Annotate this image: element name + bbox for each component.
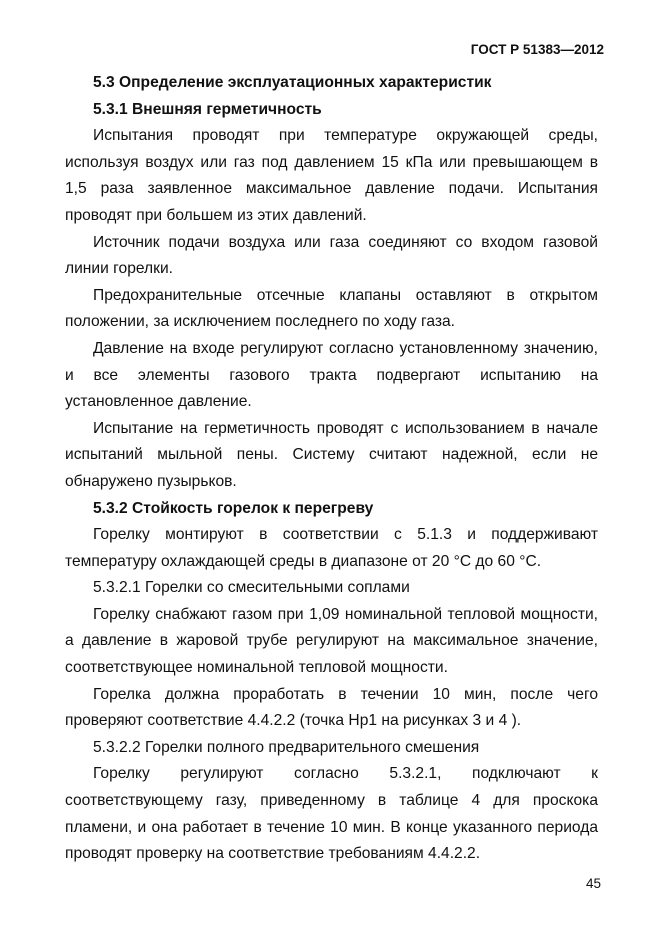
clause-title: 5.3.2.1 Горелки со смесительными соплами — [93, 579, 410, 597]
paragraph: Испытание на герметичность проводят с использованием в начале испытаний мыльной пены. Систему считают надежной, если не обнаружено пузырьков. — [65, 419, 598, 490]
clause-title: 5.3.2.2 Горелки полного предварительного смешения — [93, 738, 480, 756]
paragraph: Предохранительные отсечные клапаны оставляют в открытом положении, за исключением последнего по ходу газа. — [65, 286, 598, 331]
paragraph: Горелку снабжают газом при 1,09 номинальной тепловой мощности, а давление в жаровой трубе регулируют на максимальное значение, соответствующее номинальной тепловой мощности. — [65, 605, 598, 677]
document-header: ГОСТ Р 51383—2012 — [470, 42, 604, 57]
paragraph: Испытания проводят при температуре окружающей среды, используя воздух или газ под давлением 15 кПа или превышающем в 1,5 раза заявленное максимальное давление подачи. Испытания проводят при большем из этих давлений. — [65, 127, 598, 224]
section-heading: 5.3 Определение эксплуатационных характеристик — [93, 74, 492, 91]
page-number: 45 — [585, 876, 601, 891]
paragraph: Горелку монтируют в соответствии с 5.1.3 и поддерживают температуру охлаждающей среды в диапазоне от 20 °С до 60 °С. — [65, 526, 598, 570]
paragraph: Источник подачи воздуха или газа соединяют со входом газовой линии горелки. — [65, 233, 598, 278]
document-body — [65, 70, 598, 868]
subsection-heading: 5.3.1 Внешняя герметичность — [93, 100, 322, 118]
paragraph: Горелка должна проработать в течении 10 мин, после чего проверяют соответствие 4.4.2.2 (точка Hp1 на рисунках 3 и 4 ). — [65, 685, 598, 730]
paragraph: Горелку регулируют согласно 5.3.2.1, подключают к соответствующему газу, приведенному в таблице 4 для проскока пламени, и она работает в течение 10 мин. В конце указанного периода проводят проверку на соответствие требованиям 4.4.2.2. — [65, 765, 598, 863]
subsection-heading: 5.3.2 Стойкость горелок к перегреву — [93, 499, 374, 517]
paragraph: Давление на входе регулируют согласно установленному значению, и все элементы газового тракта подвергают испытанию на установленное давление. — [65, 339, 598, 411]
